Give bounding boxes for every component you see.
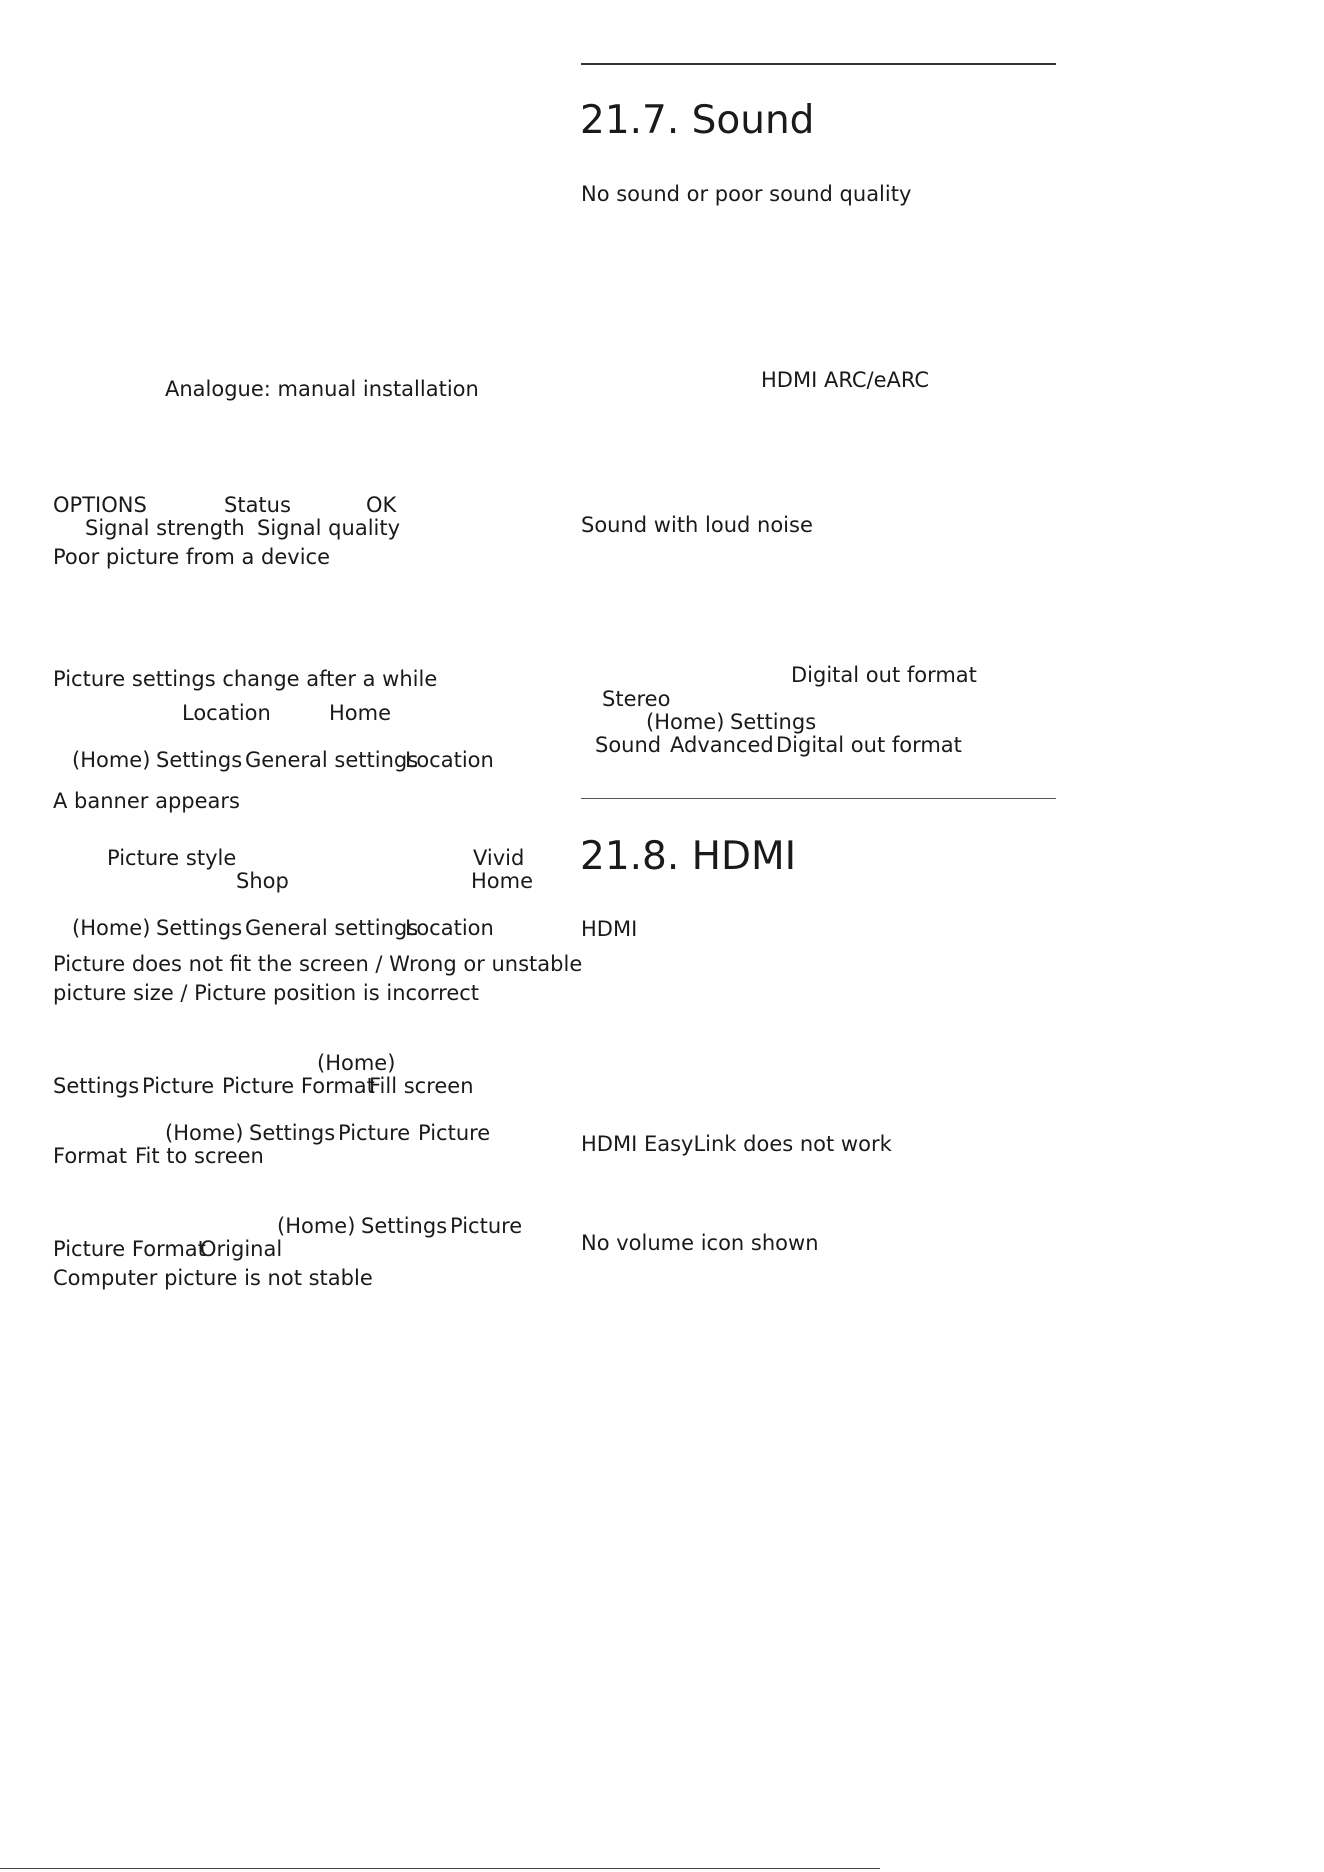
- no-volume-icon-heading: No volume icon shown: [581, 1231, 819, 1255]
- hdmi-arc-label: HDMI ARC/eARC: [761, 368, 930, 392]
- fit-picture: Picture: [338, 1121, 411, 1145]
- banner-appears-heading: A banner appears: [53, 789, 240, 813]
- fit-home: (Home): [165, 1121, 244, 1145]
- no-sound-heading: No sound or poor sound quality: [581, 182, 912, 206]
- stereo-label: Stereo: [602, 687, 671, 711]
- path1-settings: Settings: [156, 748, 243, 772]
- sound-path-home: (Home): [646, 710, 725, 734]
- fill-settings: Settings: [53, 1074, 140, 1098]
- path1-general-settings: General settings: [245, 748, 419, 772]
- ok-label: OK: [366, 493, 397, 517]
- fit-picture-2: Picture: [418, 1121, 491, 1145]
- hdmi-section-rule: [581, 798, 1056, 799]
- fill-home: (Home): [317, 1051, 396, 1075]
- easylink-heading: HDMI EasyLink does not work: [581, 1132, 892, 1156]
- orig-picture-format: Picture Format: [53, 1237, 206, 1261]
- vivid-label: Vivid: [473, 846, 525, 870]
- fit-settings: Settings: [249, 1121, 336, 1145]
- sound-path-settings: Settings: [730, 710, 817, 734]
- location-label: Location: [182, 701, 271, 725]
- footer-rule: [0, 1868, 880, 1869]
- status-label: Status: [224, 493, 291, 517]
- path2-settings: Settings: [156, 916, 243, 940]
- picture-fit-heading-line2: picture size / Picture position is incorrect: [53, 981, 480, 1005]
- orig-settings: Settings: [361, 1214, 448, 1238]
- shop-label: Shop: [236, 869, 289, 893]
- sound-path-sound: Sound: [595, 733, 662, 757]
- path1-location: Location: [405, 748, 494, 772]
- poor-picture-device-heading: Poor picture from a device: [53, 545, 331, 569]
- sound-path-digital-out: Digital out format: [776, 733, 962, 757]
- hdmi-subheading: HDMI: [581, 917, 638, 941]
- fit-to-screen-label: Fit to screen: [135, 1144, 264, 1168]
- fill-picture-format: Picture Format: [222, 1074, 375, 1098]
- fit-format: Format: [53, 1144, 128, 1168]
- analogue-manual-installation: Analogue: manual installation: [165, 377, 479, 401]
- orig-home: (Home): [277, 1214, 356, 1238]
- computer-picture-unstable-heading: Computer picture is not stable: [53, 1266, 373, 1290]
- path2-home: (Home): [72, 916, 151, 940]
- loud-noise-heading: Sound with loud noise: [581, 513, 813, 537]
- options-label: OPTIONS: [53, 493, 147, 517]
- picture-fit-heading-line1: Picture does not fit the screen / Wrong or unstable: [53, 952, 583, 976]
- path1-home: (Home): [72, 748, 151, 772]
- original-label: Original: [200, 1237, 283, 1261]
- digital-out-format-label: Digital out format: [791, 663, 977, 687]
- signal-quality-label: Signal quality: [257, 516, 401, 540]
- hdmi-section-heading: 21.8. HDMI: [580, 834, 797, 879]
- fill-picture: Picture: [142, 1074, 215, 1098]
- home-label-2: Home: [471, 869, 534, 893]
- sound-path-advanced: Advanced: [670, 733, 774, 757]
- fill-screen-label: Fill screen: [369, 1074, 474, 1098]
- picture-style-label: Picture style: [107, 846, 237, 870]
- sound-section-heading: 21.7. Sound: [580, 98, 815, 143]
- path2-general-settings: General settings: [245, 916, 419, 940]
- signal-strength-label: Signal strength: [85, 516, 245, 540]
- home-label: Home: [329, 701, 392, 725]
- sound-section-rule: [581, 63, 1056, 65]
- path2-location: Location: [405, 916, 494, 940]
- picture-settings-change-heading: Picture settings change after a while: [53, 667, 438, 691]
- orig-picture: Picture: [450, 1214, 523, 1238]
